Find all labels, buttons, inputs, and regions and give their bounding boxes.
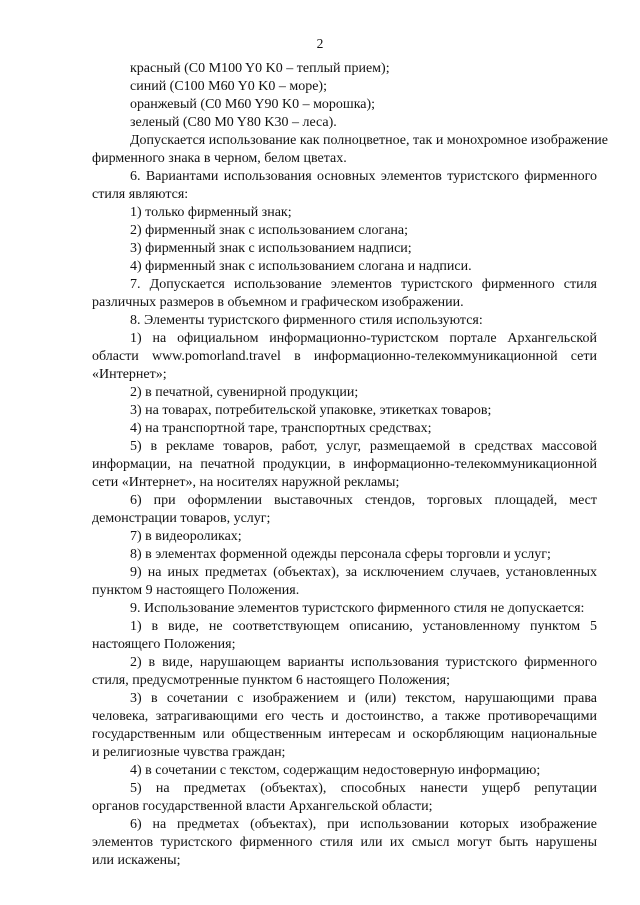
- text-line: 8) в элементах форменной одежды персонала сферы торговли и услуг;: [130, 547, 551, 562]
- text-line: 2) в виде, нарушающем варианты использования туристского фирменного: [130, 655, 597, 670]
- paragraph: [92, 384, 597, 402]
- text-line: 9) на иных предметах (объектах), за исключением случаев, установленных: [130, 565, 597, 580]
- text-line: красный (C0 M100 Y0 K0 – теплый прием);: [130, 61, 390, 76]
- paragraph: [92, 816, 597, 870]
- paragraph: [92, 546, 597, 564]
- paragraph: [92, 78, 597, 96]
- text-line: 3) фирменный знак с использованием надписи;: [130, 241, 412, 256]
- text-line: оранжевый (C0 M60 Y90 K0 – морошка);: [130, 97, 376, 112]
- paragraph: [92, 600, 597, 618]
- paragraph: [92, 420, 597, 438]
- text-line: синий (C100 M60 Y0 K0 – море);: [130, 79, 327, 94]
- text-line: фирменного знака в черном, белом цветах.: [92, 151, 347, 166]
- paragraph: [92, 618, 597, 654]
- text-line: 1) в виде, не соответствующем описанию, установленному пунктом 5: [130, 619, 597, 634]
- page-number: 2: [316, 36, 324, 51]
- text-line: 3) на товарах, потребительской упаковке, этикетках товаров;: [130, 403, 492, 418]
- paragraph: [92, 222, 597, 240]
- text-line: 2) в печатной, сувенирной продукции;: [130, 385, 359, 400]
- paragraph: [92, 654, 597, 690]
- paragraph: [92, 204, 597, 222]
- paragraph: [92, 402, 597, 420]
- text-line: 7. Допускается использование элементов туристского фирменного стиля: [130, 277, 597, 292]
- paragraph: [92, 60, 597, 78]
- paragraph: [92, 528, 597, 546]
- paragraph: [92, 114, 597, 132]
- text-line: государственным или общественным интересам и оскорбляющим национальные: [92, 727, 597, 742]
- text-line: настоящего Положения;: [92, 637, 236, 652]
- paragraph: [92, 276, 597, 312]
- paragraph: [92, 330, 597, 384]
- paragraph: [92, 96, 597, 114]
- text-line: 1) на официальном информационно-туристском портале Архангельской: [130, 331, 597, 346]
- text-line: 4) в сочетании с текстом, содержащим недостоверную информацию;: [130, 763, 541, 778]
- text-line: органов государственной власти Архангельской области;: [92, 799, 433, 814]
- text-line: 6) при оформлении выставочных стендов, торговых площадей, мест: [130, 493, 597, 508]
- text-line: 4) фирменный знак с использованием слогана и надписи.: [130, 259, 472, 274]
- text-line: «Интернет»;: [92, 367, 167, 382]
- paragraph: [92, 492, 597, 528]
- text-line: стиля, предусмотренные пунктом 6 настоящего Положения;: [92, 673, 451, 688]
- paragraph: [92, 780, 597, 816]
- paragraph: [92, 438, 597, 492]
- paragraph: [92, 564, 597, 600]
- text-line: 3) в сочетании с изображением и (или) текстом, нарушающими права: [130, 691, 597, 706]
- text-line: 5) в рекламе товаров, работ, услуг, размещаемой в средствах массовой: [130, 439, 597, 454]
- text-line: 8. Элементы туристского фирменного стиля используются:: [130, 313, 483, 328]
- text-line: или искажены;: [92, 853, 181, 868]
- text-line: 4) на транспортной таре, транспортных средствах;: [130, 421, 432, 436]
- paragraph: [92, 168, 597, 204]
- text-line: сети «Интернет», на носителях наружной рекламы;: [92, 475, 400, 490]
- text-line: 6. Вариантами использования основных элементов туристского фирменного: [130, 169, 597, 184]
- text-line: человека, затрагивающими его честь и достоинство, а также противоречащими: [92, 709, 597, 724]
- text-line: области www.pomorland.travel в информационно-телекоммуникационной сети: [92, 349, 597, 364]
- text-line: 2) фирменный знак с использованием слогана;: [130, 223, 409, 238]
- paragraph: [92, 258, 597, 276]
- text-line: стиля являются:: [92, 187, 189, 202]
- text-line: и религиозные чувства граждан;: [92, 745, 286, 760]
- text-line: демонстрации товаров, услуг;: [92, 511, 271, 526]
- text-line: зеленый (C80 M0 Y80 K30 – леса).: [130, 115, 337, 130]
- document-body: [92, 60, 608, 870]
- paragraph: [92, 132, 608, 168]
- paragraph: [92, 312, 597, 330]
- paragraph: [92, 240, 597, 258]
- text-line: различных размеров в объемном и графическом изображении.: [92, 295, 464, 310]
- text-line: 5) на предметах (объектах), способных нанести ущерб репутации: [130, 781, 597, 796]
- text-line: Допускается использование как полноцветное, так и монохромное изображение: [130, 133, 608, 148]
- text-line: 6) на предметах (объектах), при использовании которых изображение: [130, 817, 597, 832]
- text-line: 1) только фирменный знак;: [130, 205, 292, 220]
- text-line: 9. Использование элементов туристского фирменного стиля не допускается:: [130, 601, 585, 616]
- text-line: информации, на печатной продукции, в информационно-телекоммуникационной: [92, 457, 597, 472]
- paragraph: [92, 762, 597, 780]
- text-line: 7) в видеороликах;: [130, 529, 242, 544]
- paragraph: [92, 690, 597, 762]
- text-line: пунктом 9 настоящего Положения.: [92, 583, 300, 598]
- text-line: элементов туристского фирменного стиля или их смысл могут быть нарушены: [92, 835, 597, 850]
